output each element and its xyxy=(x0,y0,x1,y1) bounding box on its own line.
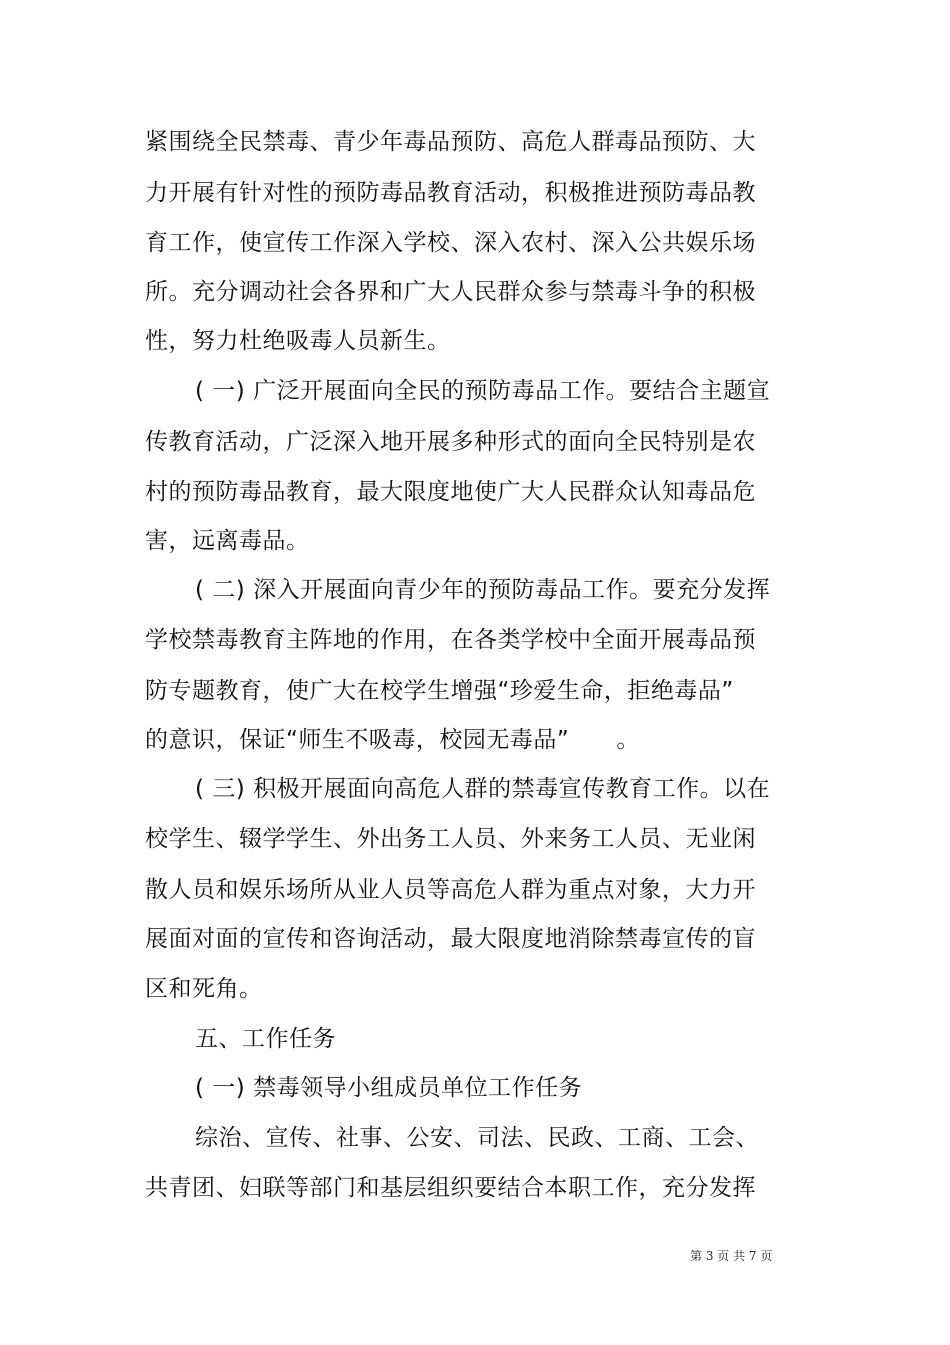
section-heading: 五、工作任务 xyxy=(195,1026,336,1052)
page-number: 第 3 页 共 7 页 xyxy=(690,1249,773,1263)
text-line: 防专题教育，使广大在校学生增强“珍爱生命，拒绝毒品” xyxy=(145,678,734,704)
paragraph-heading: ( 三) 积极开展面向高危人群的禁毒宣传教育工作。以在 xyxy=(195,776,771,802)
text-line: 传教育活动，广泛深入地开展多种形式的面向全民特别是农 xyxy=(145,429,756,455)
text-line: 校学生、辍学学生、外出务工人员、外来务工人员、无业闲 xyxy=(145,826,756,852)
text-line: 力开展有针对性的预防毒品教育活动，积极推进预防毒品教 xyxy=(145,180,756,206)
text-line: 共青团、妇联等部门和基层组织要结合本职工作，充分发挥 xyxy=(145,1175,756,1201)
text-line: 育工作，使宣传工作深入学校、深入农村、深入公共娱乐场 xyxy=(145,230,756,256)
text-line: 区和死角。 xyxy=(145,976,263,1002)
subsection-heading: ( 一) 禁毒领导小组成员单位工作任务 xyxy=(195,1075,583,1101)
text-line: 所。充分调动社会各界和广大人民群众参与禁毒斗争的积极 xyxy=(145,279,756,305)
paragraph-heading: ( 二) 深入开展面向青少年的预防毒品工作。要充分发挥 xyxy=(195,577,771,603)
text-line: 村的预防毒品教育，最大限度地使广大人民群众认知毒品危 xyxy=(145,479,756,505)
paragraph-heading: ( 一) 广泛开展面向全民的预防毒品工作。要结合主题宣 xyxy=(195,378,771,404)
text-line: 紧围绕全民禁毒、青少年毒品预防、高危人群毒品预防、大 xyxy=(145,129,756,155)
text-line: 性，努力杜绝吸毒人员新生。 xyxy=(145,328,451,354)
text-line: 散人员和娱乐场所从业人员等高危人群为重点对象，大力开 xyxy=(145,877,756,903)
text-line: 综治、宣传、社事、公安、司法、民政、工商、工会、 xyxy=(195,1125,759,1151)
text-line: 学校禁毒教育主阵地的作用，在各类学校中全面开展毒品预 xyxy=(145,627,756,653)
text-line: 展面对面的宣传和咨询活动，最大限度地消除禁毒宣传的盲 xyxy=(145,926,756,952)
text-line: 的意识，保证“师生不吸毒，校园无毒品” 。 xyxy=(145,727,640,753)
text-line: 害，远离毒品。 xyxy=(145,528,310,554)
